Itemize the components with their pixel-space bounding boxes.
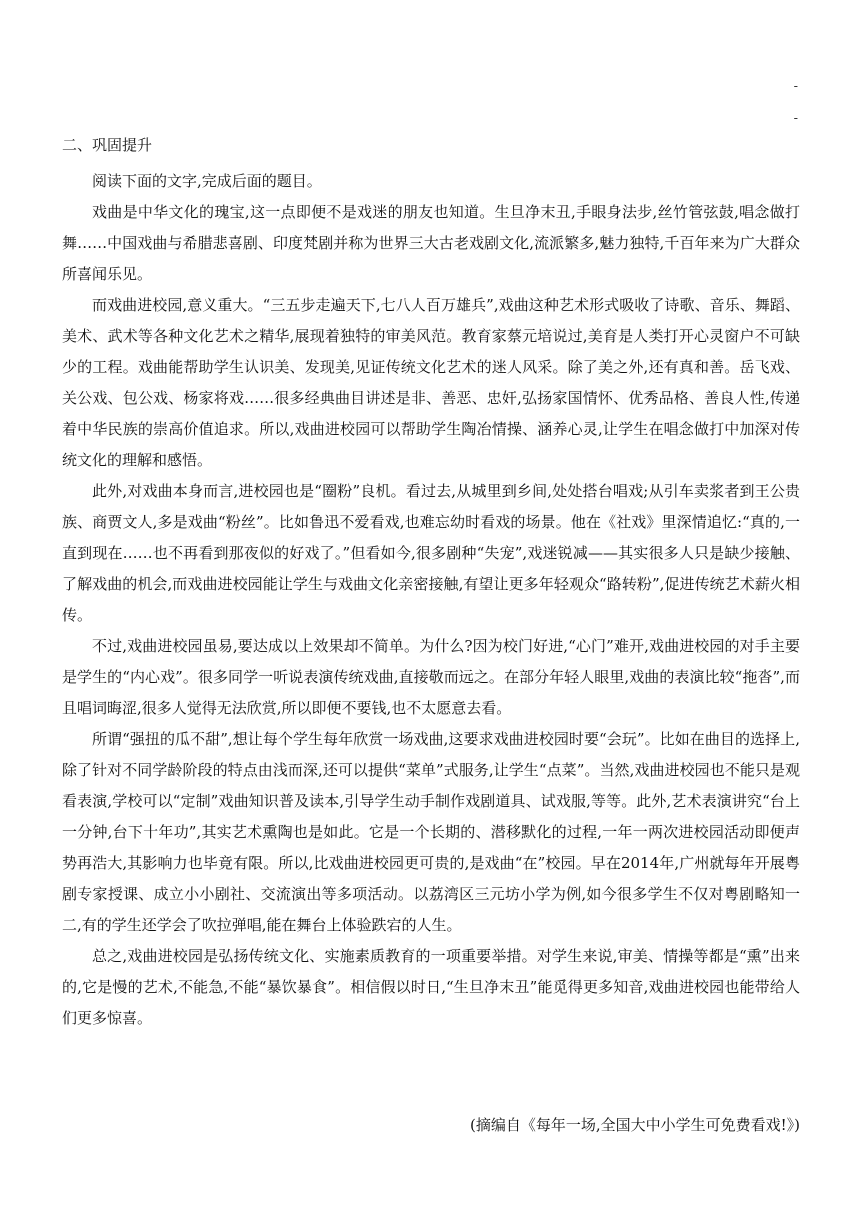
instruction-text: 阅读下面的文字,完成后面的题目。: [92, 172, 322, 190]
article-paragraph: 而戏曲进校园,意义重大。“三五步走遍天下,七八人百万雄兵”,戏曲这种艺术形式吸收了诗歌、音乐、舞蹈、美术、武术等各种文化艺术之精华,展现着独特的审美风范。教育家蔡元培说过,美育是人类打开心灵窗户不可缺少的工程。戏曲能帮助学生认识美、发现美,见证传统文化艺术的迷人风采。除了美之外,还有真和善。岳飞戏、关公戏、包公戏、杨家将戏……很多经典曲目讲述是非、善恶、忠奸,弘扬家国情怀、优秀品格、善良人性,传递着中华民族的崇高价值追求。所以,戏曲进校园可以帮助学生陶冶情操、涵养心灵,让学生在唱念做打中加深对传统文化的理解和感悟。: [62, 296, 800, 469]
article-paragraph: 总之,戏曲进校园是弘扬传统文化、实施素质教育的一项重要举措。对学生来说,审美、情操等都是“熏”出来的,它是慢的艺术,不能急,不能“暴饮暴食”。相信假以时日,“生旦净末丑”能觅得更多知音,戏曲进校园也能带给人们更多惊喜。: [62, 947, 800, 1027]
source-citation: (摘编自《每年一场,全国大中小学生可免费看戏!》): [469, 1116, 800, 1134]
article-paragraph: 戏曲是中华文化的瑰宝,这一点即便不是戏迷的朋友也知道。生旦净末丑,手眼身法步,丝竹管弦鼓,唱念做打舞……中国戏曲与希腊悲喜剧、印度梵剧并称为世界三大古老戏剧文化,流派繁多,魅力独特,千百年来为广大群众所喜闻乐见。: [62, 203, 800, 283]
article-paragraph: 所谓“强扭的瓜不甜”,想让每个学生每年欣赏一场戏曲,这要求戏曲进校园时要“会玩”。比如在曲目的选择上,除了针对不同学龄阶段的特点由浅而深,还可以提供“菜单”式服务,让学生“点菜”。当然,戏曲进校园也不能只是观看表演,学校可以“定制”戏曲知识普及读本,引导学生动手制作戏剧道具、试戏服,等等。此外,艺术表演讲究“台上一分钟,台下十年功”,其实艺术熏陶也是如此。它是一个长期的、潜移默化的过程,一年一两次进校园活动即便声势再浩大,其影响力也毕竟有限。所以,比戏曲进校园更可贵的,是戏曲“在”校园。早在2014年,广州就每年开展粤剧专家授课、成立小小剧社、交流演出等多项活动。以荔湾区三元坊小学为例,如今很多学生不仅对粤剧略知一二,有的学生还学会了吹拉弹唱,能在舞台上体验跌宕的人生。: [62, 730, 800, 934]
page-corner-mark: -: [793, 79, 798, 94]
section-heading: 二、巩固提升: [62, 136, 153, 154]
article-body: [62, 166, 800, 1034]
page-corner-mark: -: [793, 111, 798, 126]
article-paragraph: 不过,戏曲进校园虽易,要达成以上效果却不简单。为什么?因为校门好进,“心门”难开,戏曲进校园的对手主要是学生的“内心戏”。很多同学一听说表演传统戏曲,直接敬而远之。在部分年轻人眼里,戏曲的表演比较“拖沓”,而且唱词晦涩,很多人觉得无法欣赏,所以即便不要钱,也不太愿意去看。: [62, 637, 800, 717]
article-paragraph: 此外,对戏曲本身而言,进校园也是“圈粉”良机。看过去,从城里到乡间,处处搭台唱戏;从引车卖浆者到王公贵族、商贾文人,多是戏曲“粉丝”。比如鲁迅不爱看戏,也难忘幼时看戏的场景。他在《社戏》里深情追忆:“真的,一直到现在……也不再看到那夜似的好戏了。”但看如今,很多剧种“失宠”,戏迷锐减——其实很多人只是缺少接触、了解戏曲的机会,而戏曲进校园能让学生与戏曲文化亲密接触,有望让更多年轻观众“路转粉”,促进传统艺术薪火相传。: [62, 482, 800, 624]
